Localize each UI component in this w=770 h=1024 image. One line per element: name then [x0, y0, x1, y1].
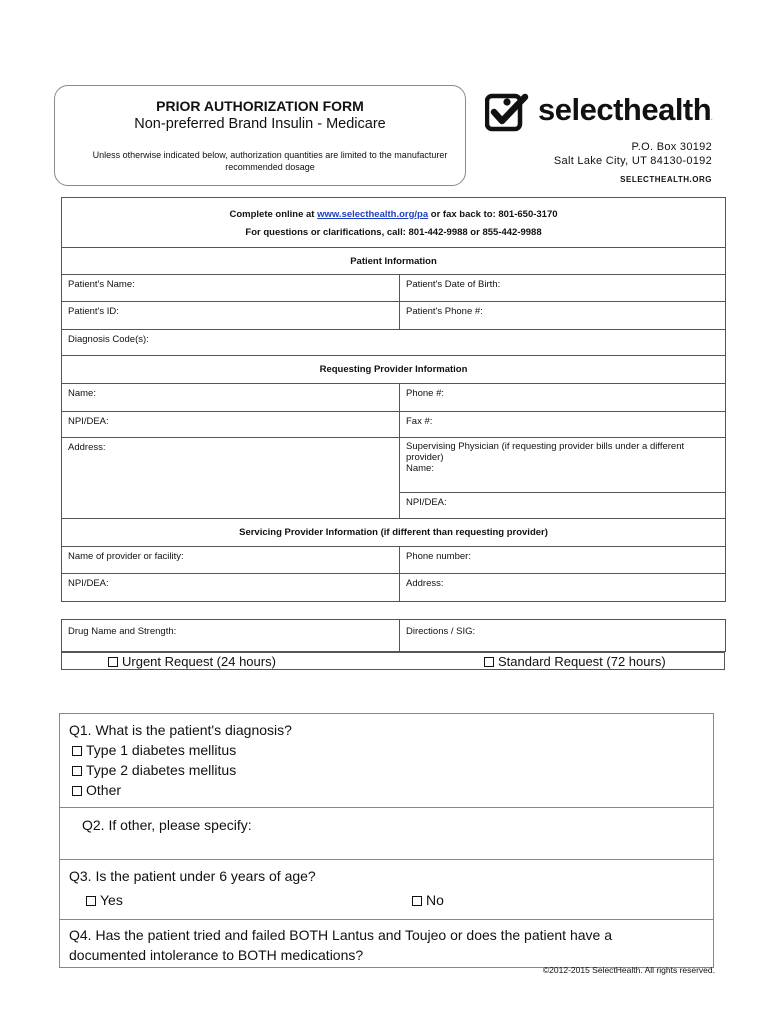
- yes-checkbox[interactable]: [86, 896, 96, 906]
- questions-table: [59, 713, 714, 968]
- checkmark-logo-icon: [485, 92, 529, 132]
- form-note-line2: recommended dosage: [225, 162, 315, 172]
- q1-cell: [60, 714, 714, 808]
- contact-header: [62, 198, 726, 248]
- q4-text-line2: documented intolerance to BOTH medications?: [69, 947, 364, 963]
- form-note-line1: Unless otherwise indicated below, authorization quantities are limited to the manufacturer: [92, 150, 448, 160]
- urgent-checkbox[interactable]: [108, 657, 118, 667]
- yes-label: Yes: [100, 892, 123, 908]
- supervising-npi-label: NPI/DEA:: [406, 497, 447, 508]
- servicing-npi-label: NPI/DEA:: [68, 578, 109, 589]
- requesting-name-label: Name:: [68, 388, 96, 399]
- supervising-npi-field[interactable]: [400, 493, 726, 519]
- form-note: [65, 149, 475, 173]
- po-box: P.O. Box 30192: [631, 141, 712, 153]
- q3-no-option[interactable]: [412, 890, 444, 910]
- patient-phone-field[interactable]: [400, 302, 726, 330]
- standard-checkbox[interactable]: [484, 657, 494, 667]
- type2-label: Type 2 diabetes mellitus: [86, 762, 237, 778]
- no-label: No: [426, 892, 444, 908]
- servicing-address-label: Address:: [406, 578, 444, 589]
- standard-request-option[interactable]: [484, 654, 666, 669]
- form-title: PRIOR AUTHORIZATION FORM: [156, 98, 364, 114]
- type1-label: Type 1 diabetes mellitus: [86, 742, 237, 758]
- other-checkbox[interactable]: [72, 786, 82, 796]
- q2-cell[interactable]: [60, 808, 714, 860]
- requesting-phone-label: Phone #:: [406, 388, 445, 399]
- requesting-fax-field[interactable]: [400, 412, 726, 438]
- q4-cell: [60, 920, 714, 968]
- directions-field[interactable]: [400, 620, 726, 652]
- logo-brand-text: selecthealth: [538, 92, 712, 127]
- supervising-name-label: Name:: [406, 463, 434, 474]
- patient-name-field[interactable]: [62, 275, 400, 302]
- standard-label: Standard Request (72 hours): [498, 654, 666, 669]
- q1-option-type2[interactable]: [69, 760, 704, 780]
- request-type-row: [61, 652, 725, 670]
- logo-mark: .: [711, 116, 713, 122]
- urgent-request-option[interactable]: [108, 654, 276, 669]
- info-table: [61, 197, 726, 602]
- drug-name-label: Drug Name and Strength:: [68, 626, 177, 637]
- online-link[interactable]: www.selecthealth.org/pa: [317, 208, 429, 220]
- patient-name-label: Patient's Name:: [68, 279, 135, 290]
- servicing-provider-heading: Servicing Provider Information (if different than requesting provider): [62, 519, 726, 547]
- patient-info-heading: Patient Information: [62, 248, 726, 275]
- selecthealth-logo: [485, 92, 720, 136]
- requesting-provider-heading: Requesting Provider Information: [62, 356, 726, 384]
- requesting-phone-field[interactable]: [400, 384, 726, 412]
- drug-name-field[interactable]: [62, 620, 400, 652]
- q2-text: Q2. If other, please specify:: [82, 817, 252, 833]
- servicing-phone-label: Phone number:: [406, 551, 471, 562]
- patient-phone-label: Patient's Phone #:: [406, 306, 483, 317]
- patient-dob-label: Patient's Date of Birth:: [406, 279, 501, 290]
- city-address: Salt Lake City, UT 84130-0192: [553, 155, 712, 167]
- servicing-address-field[interactable]: [400, 574, 726, 602]
- copyright-text: ©2012-2015 SelectHealth. All rights reserved.: [542, 965, 715, 975]
- urgent-label: Urgent Request (24 hours): [122, 654, 276, 669]
- q3-yes-option[interactable]: [86, 890, 123, 910]
- requesting-address-field[interactable]: [62, 438, 400, 519]
- other-label: Other: [86, 782, 122, 798]
- website-text: SELECTHEALTH.ORG: [620, 175, 712, 184]
- supervising-physician-field[interactable]: [400, 438, 726, 493]
- servicing-name-field[interactable]: [62, 547, 400, 574]
- servicing-phone-field[interactable]: [400, 547, 726, 574]
- form-title-box: [54, 85, 466, 186]
- no-checkbox[interactable]: [412, 896, 422, 906]
- type1-checkbox[interactable]: [72, 746, 82, 756]
- requesting-address-label: Address:: [68, 442, 106, 453]
- servicing-npi-field[interactable]: [62, 574, 400, 602]
- drug-table: [61, 619, 726, 652]
- directions-label: Directions / SIG:: [406, 626, 476, 637]
- q1-option-type1[interactable]: [69, 740, 704, 760]
- requesting-npi-label: NPI/DEA:: [68, 416, 109, 427]
- requesting-npi-field[interactable]: [62, 412, 400, 438]
- patient-id-label: Patient's ID:: [68, 306, 119, 317]
- q1-text: Q1. What is the patient's diagnosis?: [69, 722, 292, 738]
- servicing-name-label: Name of provider or facility:: [68, 551, 184, 562]
- q1-option-other[interactable]: [69, 780, 704, 800]
- online-prefix: Complete online at: [229, 208, 315, 220]
- requesting-name-field[interactable]: [62, 384, 400, 412]
- diagnosis-code-field[interactable]: [62, 330, 726, 356]
- form-subtitle: Non-preferred Brand Insulin - Medicare: [134, 116, 386, 132]
- diagnosis-code-label: Diagnosis Code(s):: [68, 334, 149, 345]
- fax-text: or fax back to: 801-650-3170: [430, 208, 558, 220]
- questions-phone: For questions or clarifications, call: 801-442-9988 or 855-442-9988: [245, 226, 542, 238]
- q3-text: Q3. Is the patient under 6 years of age?: [69, 868, 316, 884]
- patient-id-field[interactable]: [62, 302, 400, 330]
- q4-text-line1: Q4. Has the patient tried and failed BOTH Lantus and Toujeo or does the patient have a: [69, 927, 612, 943]
- requesting-fax-label: Fax #:: [406, 416, 433, 427]
- patient-dob-field[interactable]: [400, 275, 726, 302]
- type2-checkbox[interactable]: [72, 766, 82, 776]
- supervising-physician-label: Supervising Physician (if requesting provider bills under a different provider): [406, 441, 685, 463]
- q3-cell: [60, 860, 714, 920]
